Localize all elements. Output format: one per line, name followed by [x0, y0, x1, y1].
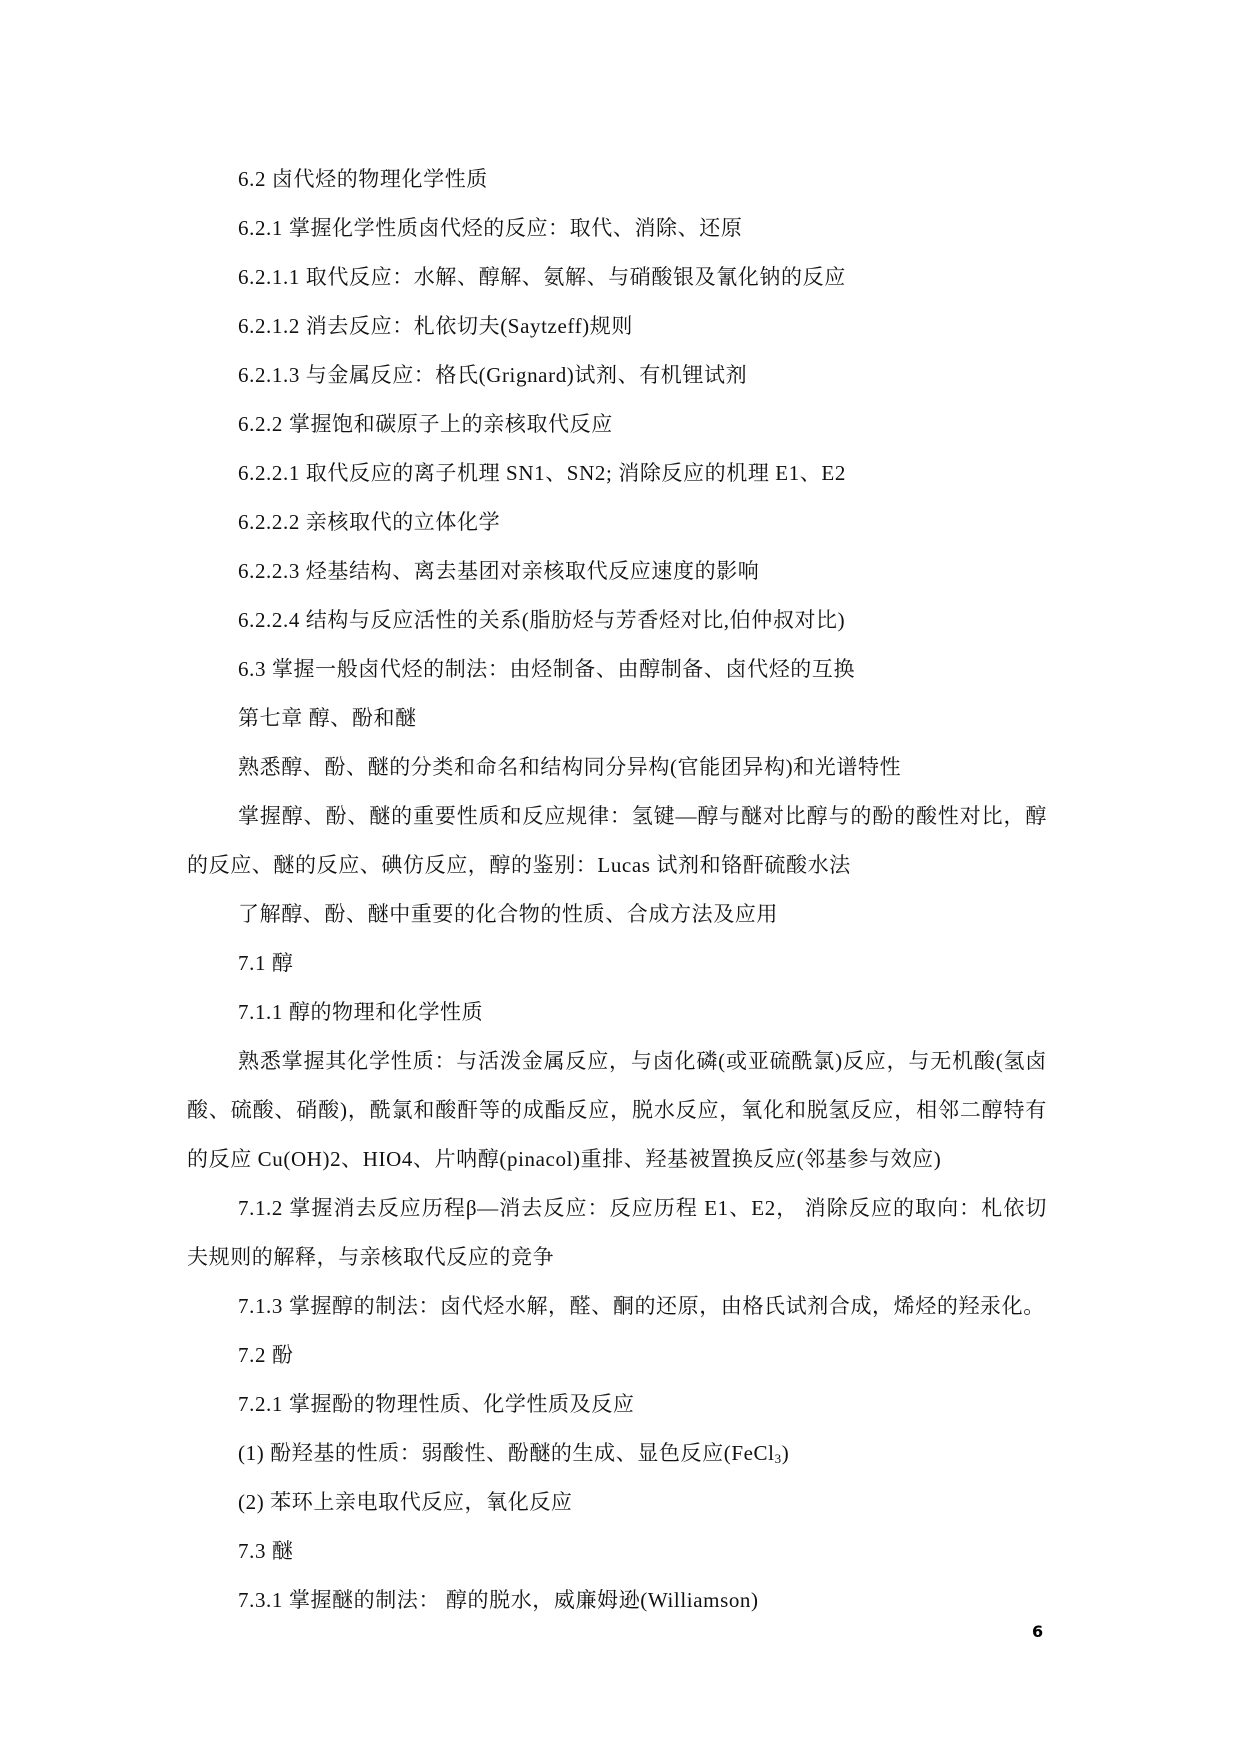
alcohol-chemical-properties-paragraph: 熟悉掌握其化学性质：与活泼金属反应，与卤化磷(或亚硫酰氯)反应，与无机酸(氢卤酸、硫酸、硝酸)，酰氯和酸酐等的成酯反应，脱水反应，氧化和脱氢反应，相邻二醇特有的反应 Cu(OH)2、HIO4、片呐醇(pinacol)重排、羟基被置换反应(邻基参与效应)	[187, 1049, 1047, 1171]
heading-7-1-2-paragraph: 7.1.2 掌握消去反应历程β—消去反应：反应历程 E1、E2， 消除反应的取向：札依切夫规则的解释，与亲核取代反应的竞争	[187, 1196, 1047, 1269]
heading-6-2-2-4: 6.2.2.4 结构与反应活性的关系(脂肪烃与芳香烃对比,伯仲叔对比)	[238, 608, 846, 632]
heading-6-2-2-2: 6.2.2.2 亲核取代的立体化学	[238, 510, 501, 534]
page-number: 6	[1032, 1622, 1044, 1641]
heading-6-2-2: 6.2.2 掌握饱和碳原子上的亲核取代反应	[238, 412, 613, 436]
heading-6-3: 6.3 掌握一般卤代烃的制法：由烃制备、由醇制备、卤代烃的互换	[238, 657, 856, 681]
chapter-7-master-paragraph: 掌握醇、酚、醚的重要性质和反应规律：氢键—醇与醚对比醇与的酚的酸性对比，醇的反应、醚的反应、碘仿反应，醇的鉴别：Lucas 试剂和铬酐硫酸水法	[187, 804, 1047, 877]
heading-7-1-1: 7.1.1 醇的物理和化学性质	[238, 1000, 484, 1024]
heading-6-2: 6.2 卤代烃的物理化学性质	[238, 167, 488, 191]
heading-7-1-3-paragraph: 7.1.3 掌握醇的制法：卤代烃水解，醛、酮的还原，由格氏试剂合成，烯烃的羟汞化。	[238, 1294, 1045, 1318]
heading-6-2-1-2: 6.2.1.2 消去反应：札依切夫(Saytzeff)规则	[238, 314, 633, 338]
heading-7-3-1: 7.3.1 掌握醚的制法： 醇的脱水，威廉姆逊(Williamson)	[238, 1588, 759, 1612]
heading-7-2-1: 7.2.1 掌握酚的物理性质、化学性质及反应	[238, 1392, 635, 1416]
heading-6-2-2-3: 6.2.2.3 烃基结构、离去基团对亲核取代反应速度的影响	[238, 559, 760, 583]
chapter-7-familiarize: 熟悉醇、酚、醚的分类和命名和结构同分异构(官能团异构)和光谱特性	[238, 755, 902, 779]
phenol-item-1	[187, 1429, 1047, 1478]
chapter-7-title: 第七章 醇、酚和醚	[238, 706, 417, 730]
phenol-item-1-text: (1) 酚羟基的性质：弱酸性、酚醚的生成、显色反应(FeCl	[238, 1441, 775, 1465]
heading-6-2-2-1: 6.2.2.1 取代反应的离子机理 SN1、SN2; 消除反应的机理 E1、E2	[238, 461, 846, 485]
document-page	[187, 155, 1047, 1625]
chapter-7-understand: 了解醇、酚、醚中重要的化合物的性质、合成方法及应用	[238, 902, 778, 926]
heading-7-3: 7.3 醚	[238, 1539, 294, 1563]
heading-6-2-1: 6.2.1 掌握化学性质卤代烃的反应：取代、消除、还原	[238, 216, 743, 240]
phenol-item-2: (2) 苯环上亲电取代反应，氧化反应	[238, 1490, 573, 1514]
phenol-item-1-close: )	[781, 1441, 790, 1465]
heading-7-1: 7.1 醇	[238, 951, 294, 975]
fecl3-subscript: 3	[774, 1451, 782, 1466]
heading-7-2: 7.2 酚	[238, 1343, 294, 1367]
heading-6-2-1-3: 6.2.1.3 与金属反应：格氏(Grignard)试剂、有机锂试剂	[238, 363, 748, 387]
heading-6-2-1-1: 6.2.1.1 取代反应：水解、醇解、氨解、与硝酸银及氰化钠的反应	[238, 265, 846, 289]
